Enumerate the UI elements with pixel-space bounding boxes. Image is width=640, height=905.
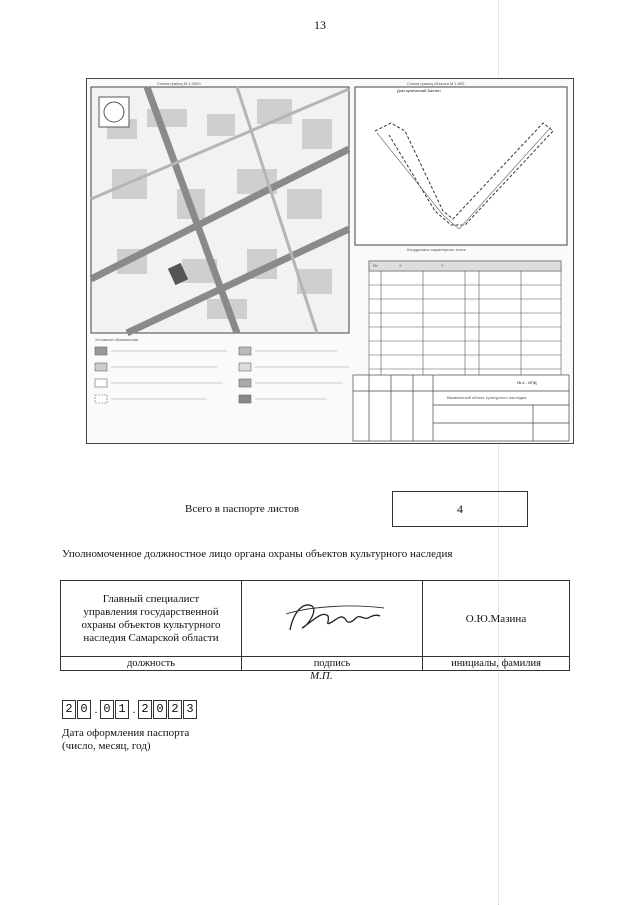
- date-digit: 3: [183, 700, 197, 719]
- stamp-title: Выявленный объект культурного наследия: [447, 395, 527, 400]
- date-digit: 1: [115, 700, 129, 719]
- total-sheets-value: 4: [392, 491, 528, 527]
- legend-title: Условные обозначения: [95, 337, 139, 342]
- coords-header-x: X: [399, 263, 402, 268]
- position-line: наследия Самарской области: [83, 631, 219, 644]
- position-line: охраны объектов культурного: [81, 618, 221, 631]
- date-digit: 0: [153, 700, 167, 719]
- date-digit: 2: [168, 700, 182, 719]
- stamp-code: № 4 - ИПД: [517, 380, 537, 385]
- official-title: Уполномоченное должностное лицо органа охраны объектов культурного наследия: [62, 548, 453, 560]
- date-digit: 0: [100, 700, 114, 719]
- coords-table: [369, 261, 561, 383]
- date-label-line2: (число, месяц, год): [62, 740, 151, 752]
- page-number: 13: [314, 18, 326, 32]
- stamp-mark: М.П.: [310, 670, 333, 682]
- legend: [95, 347, 251, 403]
- coords-title: Координаты характерных точек: [407, 247, 466, 252]
- handwritten-signature: [272, 592, 392, 642]
- coords-header-num: №: [373, 263, 378, 268]
- date-boxes: [62, 700, 198, 719]
- date-separator: .: [94, 702, 98, 716]
- map-drawing: [87, 79, 573, 443]
- date-label-line1: Дата оформления паспорта: [62, 727, 190, 739]
- date-digit: 2: [62, 700, 76, 719]
- signature-cell: [242, 581, 423, 657]
- total-sheets-label: Всего в паспорте листов: [185, 503, 300, 515]
- caption-signature: подпись: [242, 657, 423, 671]
- caption-name: инициалы, фамилия: [423, 657, 570, 671]
- name-cell: О.Ю.Мазина: [423, 581, 570, 657]
- plan-title-1: Схема границ объекта М 1:500: [407, 81, 465, 86]
- position-line: управления государственной: [83, 605, 219, 618]
- date-digit: 0: [77, 700, 91, 719]
- date-separator: .: [132, 702, 136, 716]
- position-line: Главный специалист: [102, 592, 200, 605]
- map-sheet: [86, 78, 574, 444]
- position-cell: [61, 581, 242, 657]
- coords-header-y: Y: [441, 263, 444, 268]
- plan-title-2: Дом купеческий Бахтин: [397, 88, 441, 93]
- date-label: [62, 727, 189, 753]
- signature-table: [60, 580, 570, 671]
- date-digit: 2: [138, 700, 152, 719]
- boundary-plan-frame: [355, 87, 567, 245]
- map-scale-title: Схема границ М 1:2000: [157, 81, 201, 86]
- caption-position: должность: [61, 657, 242, 671]
